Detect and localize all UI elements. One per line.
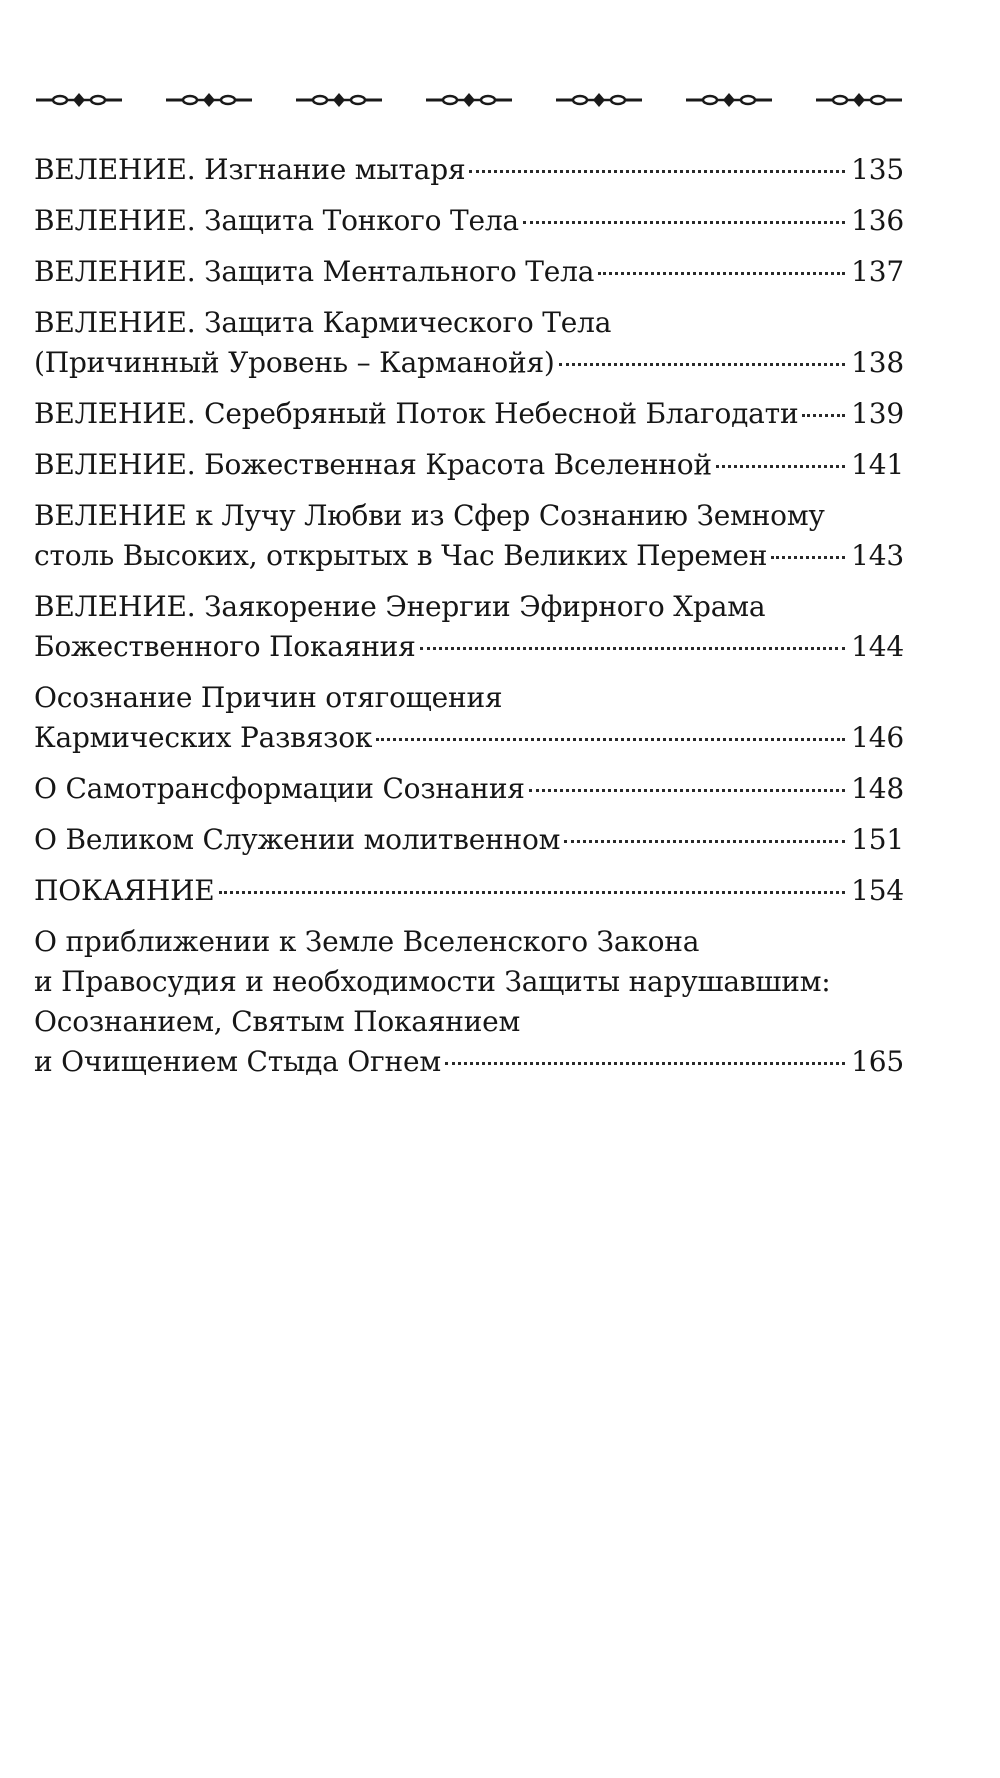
toc-page-number: 139 xyxy=(851,397,904,430)
toc-line xyxy=(34,343,904,383)
toc-entry xyxy=(34,394,904,434)
dot-leader xyxy=(445,1062,845,1065)
ornament-divider xyxy=(34,88,904,112)
toc-line xyxy=(34,252,904,292)
toc-page-number: 143 xyxy=(851,539,904,572)
ornament-icon xyxy=(34,92,124,108)
dot-leader xyxy=(523,221,845,224)
toc-line xyxy=(34,536,904,576)
dot-leader xyxy=(771,556,845,559)
dot-leader xyxy=(802,414,845,417)
toc-entry-title: и Очищением Стыда Огнем xyxy=(34,1045,441,1078)
dot-leader xyxy=(529,789,845,792)
toc-entry-title: Кармических Развязок xyxy=(34,721,373,754)
ornament-icon xyxy=(164,92,254,108)
toc-entry-title: О Великом Служении молитвенном xyxy=(34,823,561,856)
toc-line xyxy=(34,718,904,758)
toc-entry-title: столь Высоких, открытых в Час Великих Перемен xyxy=(34,539,768,572)
toc-line xyxy=(34,820,904,860)
dot-leader xyxy=(559,363,845,366)
toc-line xyxy=(34,1002,904,1042)
toc-line xyxy=(34,587,904,627)
toc-line xyxy=(34,769,904,809)
toc-entry xyxy=(34,252,904,292)
toc-entry-title: ВЕЛЕНИЕ. Серебряный Поток Небесной Благодати xyxy=(34,397,799,430)
toc-entry-title: О приближении к Земле Вселенского Закона xyxy=(34,925,700,958)
ornament-icon xyxy=(294,92,384,108)
toc-entry-title: ВЕЛЕНИЕ. Защита Кармического Тела xyxy=(34,306,612,339)
toc-line xyxy=(34,678,904,718)
toc-entry-title: Осознанием, Святым Покаянием xyxy=(34,1005,521,1038)
toc-entry xyxy=(34,678,904,758)
toc-entry xyxy=(34,303,904,383)
toc-page-number: 146 xyxy=(851,721,904,754)
toc-entry-title: ВЕЛЕНИЕ. Защита Тонкого Тела xyxy=(34,204,519,237)
toc-line xyxy=(34,627,904,667)
dot-leader xyxy=(564,840,845,843)
toc-entry-title: ВЕЛЕНИЕ. Изгнание мытаря xyxy=(34,153,466,186)
toc-entry xyxy=(34,769,904,809)
toc-entry xyxy=(34,587,904,667)
toc-entry xyxy=(34,820,904,860)
toc-page-number: 137 xyxy=(851,255,904,288)
toc-page-number: 165 xyxy=(851,1045,904,1078)
toc-entry xyxy=(34,201,904,241)
toc-page-number: 135 xyxy=(851,153,904,186)
dot-leader xyxy=(219,891,846,894)
toc-page-number: 144 xyxy=(851,630,904,663)
dot-leader xyxy=(469,170,845,173)
toc-entry xyxy=(34,922,904,1082)
ornament-icon xyxy=(684,92,774,108)
toc-entry-title: ВЕЛЕНИЕ. Заякорение Энергии Эфирного Храма xyxy=(34,590,766,623)
toc-entry-title: (Причинный Уровень – Карманойя) xyxy=(34,346,555,379)
toc-entry-title: и Правосудия и необходимости Защиты нарушавшим: xyxy=(34,965,831,998)
dot-leader xyxy=(420,647,846,650)
toc-entry-title: О Самотрансформации Сознания xyxy=(34,772,525,805)
toc-entry-title: ВЕЛЕНИЕ к Лучу Любви из Сфер Сознанию Земному xyxy=(34,499,825,532)
toc-entry xyxy=(34,871,904,911)
dot-leader xyxy=(376,738,845,741)
table-of-contents xyxy=(34,150,904,1093)
toc-page-number: 148 xyxy=(851,772,904,805)
toc-entry-title: ВЕЛЕНИЕ. Защита Ментального Тела xyxy=(34,255,595,288)
toc-entry-title: ВЕЛЕНИЕ. Божественная Красота Вселенной xyxy=(34,448,712,481)
toc-line xyxy=(34,871,904,911)
toc-page-number: 138 xyxy=(851,346,904,379)
toc-line xyxy=(34,303,904,343)
toc-entry xyxy=(34,496,904,576)
dot-leader xyxy=(598,272,845,275)
toc-line xyxy=(34,445,904,485)
toc-entry-title: Божественного Покаяния xyxy=(34,630,416,663)
toc-line xyxy=(34,150,904,190)
ornament-icon xyxy=(424,92,514,108)
toc-entry-title: ПОКАЯНИЕ xyxy=(34,874,215,907)
ornament-icon xyxy=(814,92,904,108)
toc-page-number: 151 xyxy=(851,823,904,856)
toc-line xyxy=(34,394,904,434)
toc-line xyxy=(34,1042,904,1082)
ornament-icon xyxy=(554,92,644,108)
toc-entry xyxy=(34,445,904,485)
toc-line xyxy=(34,496,904,536)
dot-leader xyxy=(716,465,845,468)
toc-entry xyxy=(34,150,904,190)
toc-line xyxy=(34,201,904,241)
toc-page-number: 154 xyxy=(851,874,904,907)
toc-page-number: 136 xyxy=(851,204,904,237)
toc-entry-title: Осознание Причин отягощения xyxy=(34,681,503,714)
toc-line xyxy=(34,962,904,1002)
toc-page-number: 141 xyxy=(851,448,904,481)
toc-line xyxy=(34,922,904,962)
